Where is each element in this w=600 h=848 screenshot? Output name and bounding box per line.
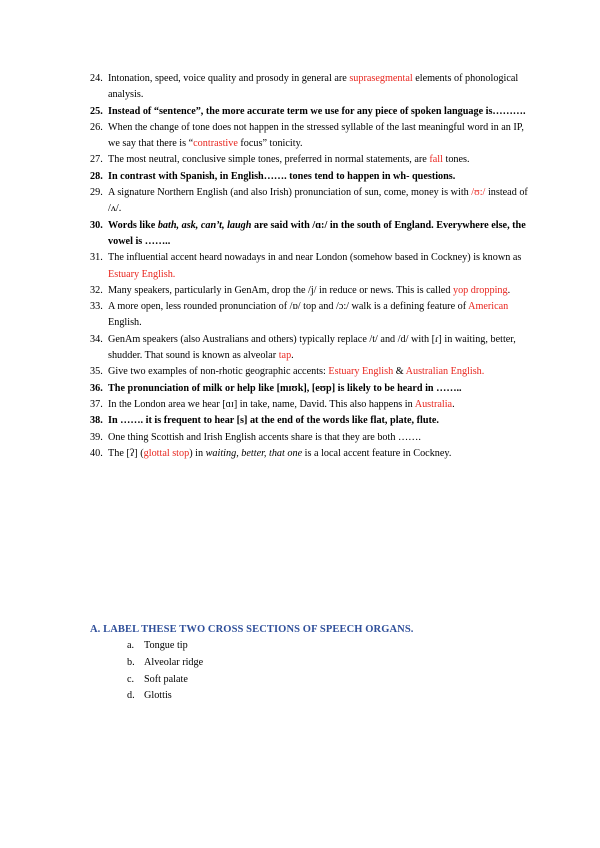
question-item (90, 169, 530, 185)
question-item (90, 250, 530, 283)
label-text: Soft palate (144, 673, 188, 685)
label-text: Alveolar ridge (144, 656, 204, 668)
question-text: The pronunciation of milk or help like [mɪʊk], [eʊp] is likely to be heard in …….. (108, 382, 462, 394)
question-item (90, 185, 530, 218)
question-text: ) in (189, 447, 206, 459)
answer-text: Australia (414, 398, 453, 410)
question-text: focus” tonicity. (237, 138, 303, 150)
question-number: 31. (90, 252, 103, 264)
answer-text: American (468, 301, 509, 313)
question-text: tones. (442, 154, 470, 166)
question-number: 29. (90, 187, 103, 199)
question-number: 32. (90, 284, 103, 296)
question-text: Instead of “sentence”, the more accurate term we use for any piece of spoken language is………. (108, 105, 526, 117)
answer-text: Estuary English (328, 366, 394, 378)
question-text: The [ʔ] ( (108, 447, 144, 459)
question-number: 26. (90, 121, 103, 133)
question-number: 28. (90, 170, 103, 182)
answer-text: yop dropping (452, 284, 508, 296)
question-text: elements of phonological analysis. (108, 73, 519, 101)
question-item (90, 413, 530, 429)
question-text: Words like (108, 219, 158, 231)
question-number: 35. (90, 366, 103, 378)
question-number: 24. (90, 73, 103, 84)
question-number: 40. (90, 447, 103, 459)
question-text: In ……. it is frequent to hear [s] at the end of the words like flat, plate, flute. (108, 415, 439, 427)
label-text: Glottis (144, 690, 172, 702)
question-number: 38. (90, 415, 103, 427)
question-item (90, 120, 530, 153)
question-item (90, 283, 530, 299)
question-number: 34. (90, 333, 103, 345)
answer-text: suprasegmental (349, 73, 413, 84)
question-number: 37. (90, 398, 103, 410)
question-text: The most neutral, conclusive simple tones, preferred in normal statements, are (108, 154, 430, 166)
label-letter: d. (127, 690, 135, 702)
section-heading: A. LABEL THESE TWO CROSS SECTIONS OF SPEECH ORGANS. (90, 624, 414, 635)
question-text: . (291, 350, 294, 362)
question-text: A more open, less rounded pronunciation of /ɒ/ top and /ɔ:/ walk is a defining feature of (108, 301, 469, 313)
answer-text: glottal stop (143, 447, 190, 459)
italic-text: bath, ask, can’t, laugh (157, 219, 252, 231)
question-item (90, 218, 530, 251)
answer-text: tap (278, 350, 292, 362)
question-text: One thing Scottish and Irish English accents share is that they are both ……. (108, 431, 421, 443)
question-text: instead of /ʌ/. (108, 187, 528, 215)
answer-text: Australian English. (405, 366, 485, 378)
question-item (90, 152, 530, 168)
label-item (127, 688, 203, 705)
question-text: The influential accent heard nowadays in and near London (somehow based in Cockney) is known as (108, 252, 522, 264)
question-text: are said with /ɑ:/ in the south of England. Everywhere else, the vowel is …….. (108, 219, 526, 247)
answer-text: contrastive (193, 138, 238, 150)
label-letter: c. (127, 673, 135, 685)
label-letter: b. (127, 656, 135, 668)
question-list (90, 71, 530, 462)
question-item (90, 430, 530, 446)
question-item (90, 381, 530, 397)
question-item (90, 446, 530, 462)
label-text: Tongue tip (144, 640, 188, 651)
answer-text: fall (429, 154, 443, 166)
question-number: 27. (90, 154, 103, 166)
answer-text: /ʊ:/ (471, 187, 486, 199)
question-number: 30. (90, 219, 103, 231)
answer-text: Estuary English. (108, 268, 176, 280)
question-item (90, 332, 530, 365)
question-text: English. (108, 317, 142, 329)
question-item (90, 397, 530, 413)
label-letter: a. (127, 640, 135, 651)
question-text: A signature Northern English (and also Irish) pronunciation of sun, come, money is with (108, 187, 472, 199)
question-text: In the London area we hear [ɑɪ] in take, name, David. This also happens in (108, 398, 415, 410)
question-number: 33. (90, 301, 103, 313)
question-item (90, 71, 530, 104)
question-item (90, 104, 530, 120)
question-text: is a local accent feature in Cockney. (302, 447, 452, 459)
label-item (127, 655, 203, 672)
label-item (127, 638, 203, 655)
label-item (127, 672, 203, 689)
question-text: . (507, 284, 511, 296)
label-list (127, 638, 203, 705)
question-number: 25. (90, 105, 103, 117)
question-text: . (452, 398, 455, 410)
question-number: 36. (90, 382, 103, 394)
question-item (90, 364, 530, 380)
question-text: Intonation, speed, voice quality and prosody in general are (108, 73, 350, 84)
question-text: When the change of tone does not happen in the stressed syllable of the last meaningful word in an IP, we say that there is “ (108, 121, 524, 150)
question-text: Many speakers, particularly in GenAm, drop the /j/ in reduce or news. This is called (108, 284, 453, 296)
question-text: In contrast with Spanish, in English……. tones tend to happen in wh- questions. (108, 170, 456, 182)
question-number: 39. (90, 431, 103, 443)
question-item (90, 299, 530, 332)
question-text: & (393, 366, 406, 378)
italic-text: waiting, better, that one (205, 447, 303, 459)
question-text: GenAm speakers (also Australians and others) typically replace /t/ and /d/ with [ɾ] in waiting, better, shudder. That sound is known as alveolar (108, 333, 516, 362)
question-text: Give two examples of non-rhotic geographic accents: (108, 366, 329, 378)
